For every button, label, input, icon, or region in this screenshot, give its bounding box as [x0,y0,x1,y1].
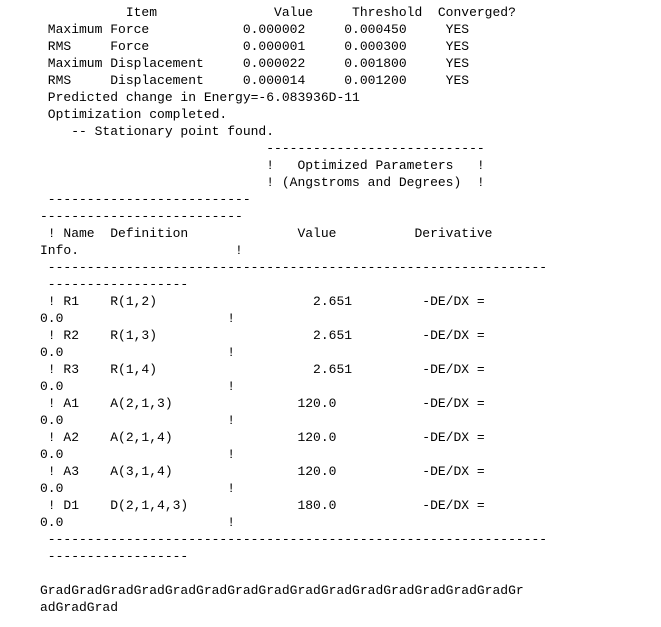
grad-line-1: GradGradGradGradGradGradGradGradGradGradGradGradGradGradGradGr [40,583,524,598]
param-row-a1-info: 0.0 ! [40,413,236,428]
table-divider-1: ---------------------------------------------------------------- [40,260,548,275]
rms-displacement-line: RMS Displacement 0.000014 0.001200 YES [40,73,470,88]
param-row-a3: ! A3 A(3,1,4) 120.0 -DE/DX = [40,464,485,479]
table-divider-1b: ------------------ [40,277,189,292]
optimization-status-line: Optimization completed. [40,107,228,122]
convergence-header-line: Item Value Threshold Converged? [40,5,516,20]
param-row-r1-info: 0.0 ! [40,311,236,326]
param-row-a3-info: 0.0 ! [40,481,236,496]
box-top-border: ---------------------------- [40,141,485,156]
stationary-point-line: -- Stationary point found. [40,124,275,139]
predicted-energy-line: Predicted change in Energy=-6.083936D-11 [40,90,360,105]
param-row-a1: ! A1 A(2,1,3) 120.0 -DE/DX = [40,396,485,411]
param-row-a2: ! A2 A(2,1,4) 120.0 -DE/DX = [40,430,485,445]
rms-force-line: RMS Force 0.000001 0.000300 YES [40,39,470,54]
box-bottom-border-1: -------------------------- [40,192,251,207]
max-displacement-line: Maximum Displacement 0.000022 0.001800 YES [40,56,470,71]
param-row-d1: ! D1 D(2,1,4,3) 180.0 -DE/DX = [40,498,485,513]
box-units-line: ! (Angstroms and Degrees) ! [40,175,485,190]
param-row-a2-info: 0.0 ! [40,447,236,462]
param-row-r2-info: 0.0 ! [40,345,236,360]
max-force-line: Maximum Force 0.000002 0.000450 YES [40,22,470,37]
table-divider-2b: ------------------ [40,549,189,564]
param-row-r1: ! R1 R(1,2) 2.651 -DE/DX = [40,294,485,309]
table-header-line: ! Name Definition Value Derivative [40,226,493,241]
box-bottom-border-2: -------------------------- [40,209,243,224]
param-row-r2: ! R2 R(1,3) 2.651 -DE/DX = [40,328,485,343]
param-row-r3: ! R3 R(1,4) 2.651 -DE/DX = [40,362,485,377]
box-title-line: ! Optimized Parameters ! [40,158,485,173]
grad-line-2: adGradGrad [40,600,119,615]
param-row-d1-info: 0.0 ! [40,515,236,530]
table-divider-2: ---------------------------------------------------------------- [40,532,548,547]
table-header-info-line: Info. ! [40,243,243,258]
param-row-r3-info: 0.0 ! [40,379,236,394]
